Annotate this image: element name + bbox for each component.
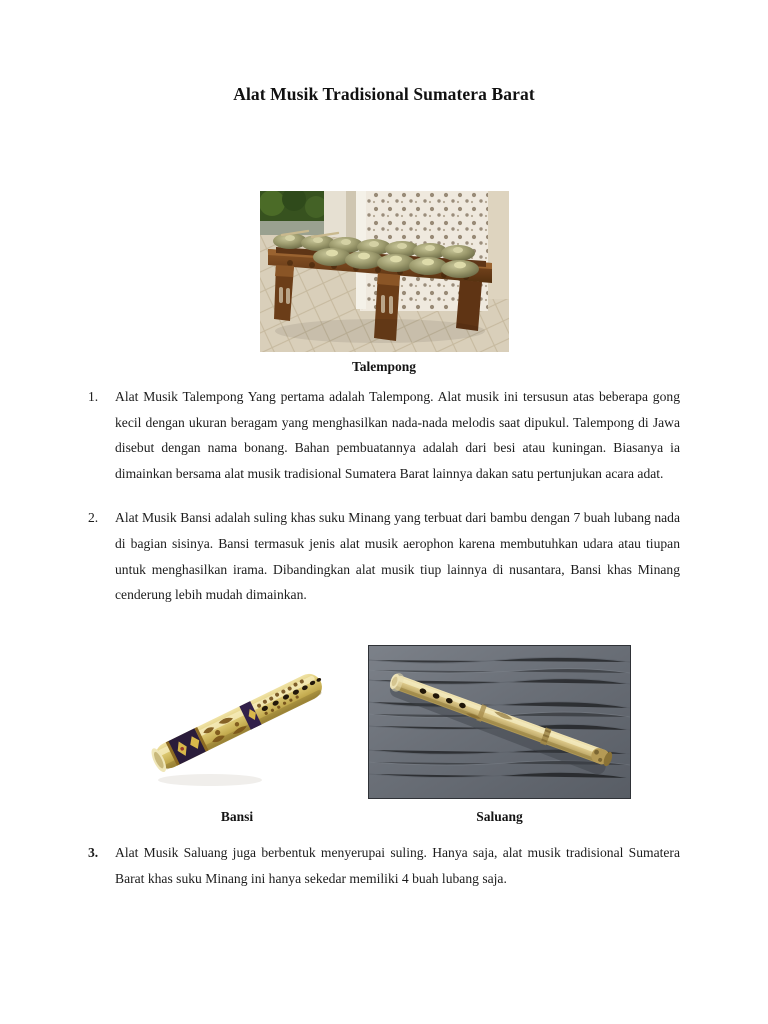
bansi-caption: Bansi	[220, 809, 254, 824]
list-item	[88, 384, 680, 486]
list-item-number: 2.	[88, 510, 99, 526]
bansi-photo-graphic	[140, 645, 334, 800]
saluang-caption: Saluang	[476, 809, 523, 824]
page-title: Alat Musik Tradisional Sumatera Barat	[233, 84, 535, 104]
bansi-image	[140, 645, 334, 800]
list-item-number: 1.	[88, 389, 99, 404]
saluang-photo-graphic	[369, 646, 630, 798]
saluang-image	[368, 645, 631, 799]
talempong-image	[260, 191, 509, 352]
list-item-text: Alat Musik Talempong Yang pertama adalah Talempong. Alat musik ini tersusun atas beberapa gong kecil dengan ukuran beragam yang menghasilkan nada-nada melodis saat dipukul. Talempong di Jawa disebut dengan nama bonang. Bahan pembuatannya adalah dari besi atau kuningan. Biasanya ia dimainkan bersama alat musik tradisional Sumatera Barat lainnya dakan satu pertunjukan acara adat.	[115, 389, 680, 481]
talempong-caption: Talempong	[351, 359, 417, 374]
list-item-number: 3.	[88, 845, 99, 860]
talempong-photo-graphic	[260, 191, 509, 352]
list-item-text: Alat Musik Bansi adalah suling khas suku Minang yang terbuat dari bambu dengan 7 buah lubang nada di bagian sisinya. Bansi termasuk jenis alat musik aerophon karena membutuhkan udara atau tiupan untuk menghasilkan irama. Dibandingkan alat musik tiup lainnya di nusantara, Bansi khas Minang cenderung lebih mudah dimainkan.	[115, 510, 680, 603]
list-item	[88, 505, 680, 607]
list-item	[88, 840, 680, 891]
list-item-text: Alat Musik Saluang juga berbentuk menyerupai suling. Hanya saja, alat musik tradisional Sumatera Barat khas suku Minang ini hanya sekedar memiliki 4 buah lubang saja.	[115, 845, 680, 886]
instrument-list	[88, 384, 680, 608]
